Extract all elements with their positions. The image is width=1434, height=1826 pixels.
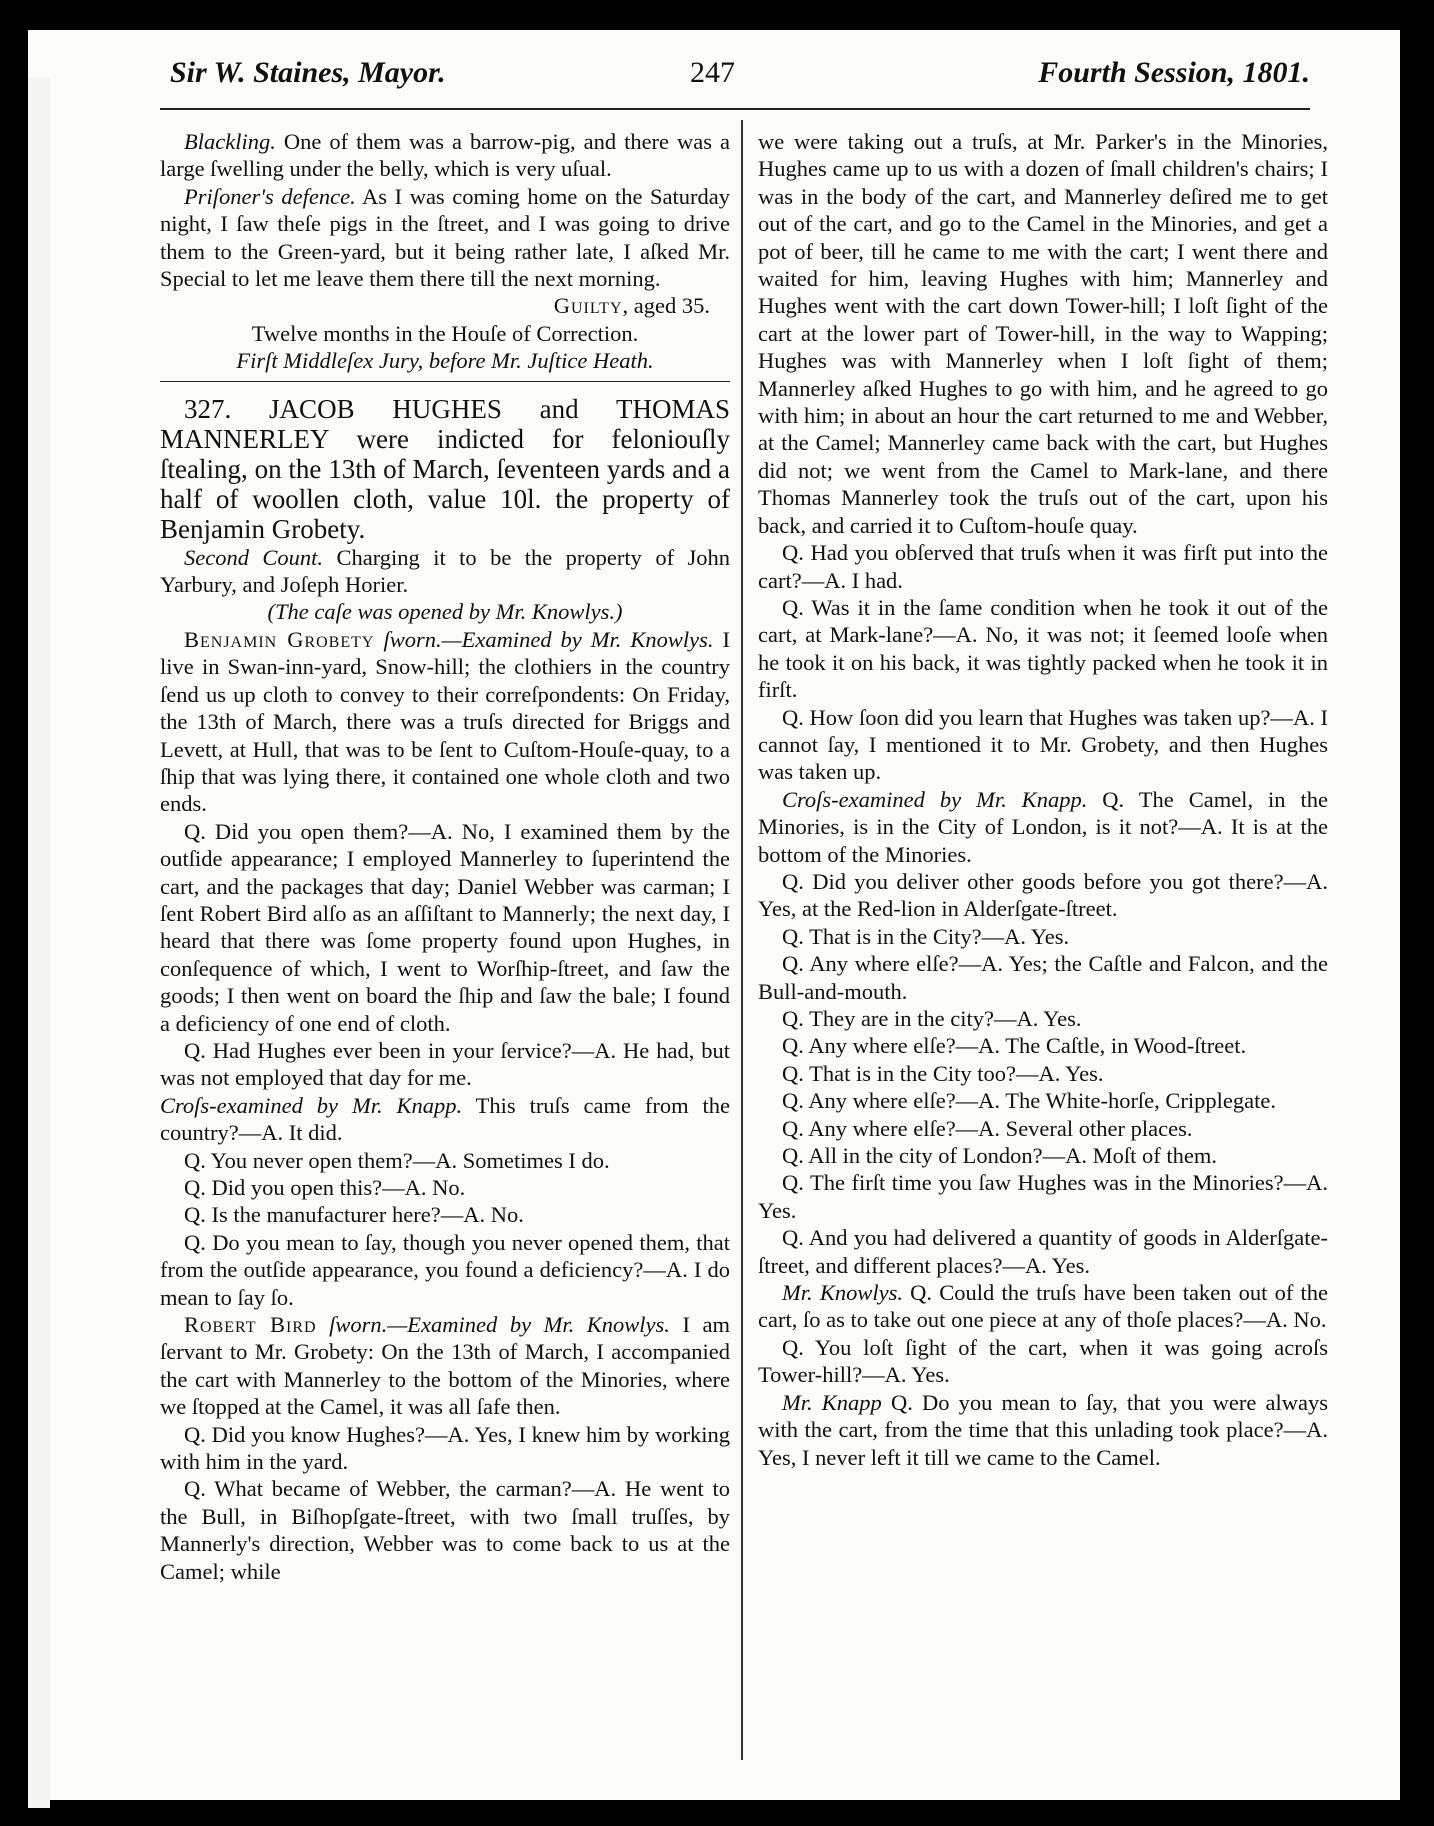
text-paragraph xyxy=(758,1032,1328,1059)
section-rule xyxy=(160,381,730,382)
text-paragraph xyxy=(160,347,730,374)
text-run: Q. Any where elſe?—A. Yes; the Caſtle and Falcon, and the Bull-and-mouth. xyxy=(758,951,1328,1004)
text-run: Q. Did you open them?—A. No, I examined them by the outſide appearance; I employed Mannerley to ſuperintend the cart, and the packages that day; Daniel Webber was carman; I ſent Robert Bird alſo as an aſſiſtant to Mannerly; the next day, I heard that there was ſome property found upon Hughes, in conſequence of which, I went to Worſhip-ſtreet, and ſaw the goods; I then went on board the ſhip and ſaw the bale; I found a deficiency of one end of cloth. xyxy=(160,818,730,1036)
text-paragraph xyxy=(758,950,1328,1005)
italic-text: (The caſe was opened by Mr. Knowlys.) xyxy=(267,599,623,625)
text-paragraph xyxy=(758,1279,1328,1334)
text-paragraph xyxy=(160,1037,730,1092)
italic-text: ſworn.—Examined by Mr. Knowlys. xyxy=(316,1312,670,1338)
text-run: Charging it to be the property of John Yarbury, and Joſeph Horier. xyxy=(160,544,731,598)
text-paragraph xyxy=(758,539,1328,594)
text-run: One of them was a barrow-pig, and there was a large ſwelling under the belly, which is very uſual. xyxy=(160,129,730,182)
text-paragraph xyxy=(160,1092,730,1147)
text-run: we were taking out a truſs, at Mr. Parker's in the Minories, Hughes came up to us with a dozen of ſmall children's chairs; I was in the body of the cart, and Mannerley deſired me to get out of the cart, and go to the Camel in the Minories, and get a pot of beer, till he came to me with the cart; I went there and waited for him, leaving Hughes with him; Mannerley and Hughes went with the cart down Tower-hill; I loſt ſight of the cart at the lower part of Tower-hill, in the way to Wapping; Hughes was with Mannerley when I loſt ſight of them; Mannerley aſked Hughes to go with him, and he agreed to go with him; in about an hour the cart returned to me and Webber, at the Camel; Mannerley came back with the cart, but Hughes did not; we went from the Camel to Mark-lane, and there Thomas Mannerley took the truſs out of the cart, upon his back, and carried it to Cuſtom-houſe quay. xyxy=(758,129,1328,538)
text-paragraph xyxy=(160,320,730,347)
text-paragraph xyxy=(160,292,730,319)
text-run: Q. Did you know Hughes?—A. Yes, I knew him by working with him in the yard. xyxy=(160,1421,730,1475)
small-caps-name: Benjamin Grobety xyxy=(184,626,375,652)
text-paragraph xyxy=(160,1147,730,1174)
text-paragraph xyxy=(160,626,730,818)
text-run: This truſs came from the country?—A. It did. xyxy=(160,1092,731,1146)
italic-text: Mr. Knapp xyxy=(782,1389,882,1415)
text-paragraph xyxy=(758,1005,1328,1032)
header-mayor: Sir W. Staines, Mayor. xyxy=(170,56,446,89)
text-run: Q. Did you open this?—A. No. xyxy=(184,1175,466,1200)
text-run: Q. Do you mean to ſay, that you were always with the cart, from the time that this unlading took place?—A. Yes, I never left it till we came to the Camel. xyxy=(758,1389,1328,1470)
text-run: Q. Had Hughes ever been in your ſervice?—A. He had, but was not employed that day for me. xyxy=(160,1037,730,1091)
italic-text: Blackling. xyxy=(184,129,276,154)
text-paragraph xyxy=(160,183,730,293)
text-run: Q. Could the truſs have been taken out of the cart, ſo as to take out one piece at any of thoſe places?—A. No. xyxy=(758,1280,1328,1333)
text-paragraph xyxy=(160,818,730,1037)
text-run: Q. All in the city of London?—A. Moſt of them. xyxy=(782,1143,1217,1169)
facing-page-edge xyxy=(28,78,50,1808)
header-session: Fourth Session, 1801. xyxy=(1038,56,1310,89)
text-run: Q. The firſt time you ſaw Hughes was in the Minories?—A. Yes. xyxy=(758,1170,1328,1223)
text-paragraph xyxy=(758,923,1328,950)
left-column xyxy=(160,128,730,1585)
text-run: Q. How ſoon did you learn that Hughes was taken up?—A. I cannot ſay, I mentioned it to Mr. Grobety, and then Hughes was taken up. xyxy=(758,704,1328,785)
italic-text: Second Count. xyxy=(184,544,324,570)
text-run: As I was coming home on the Saturday night, I ſaw theſe pigs in the ſtreet, and I was going to drive them to the Green-yard, but it being rather late, I aſked Mr. Special to let me leave them there till the next morning. xyxy=(160,183,730,292)
text-run: I live in Swan-inn-yard, Snow-hill; the clothiers in the country ſend us up cloth to convey to their correſpondents: On Friday, the 13th of March, there was a truſs directed for Briggs and Levett, at Hull, that was to be ſent to Cuſtom-Houſe-quay, to a ſhip that was lying there, it contained one whole cloth and two ends. xyxy=(160,626,730,817)
case-title-paragraph xyxy=(160,394,730,544)
text-run: Q. They are in the city?—A. Yes. xyxy=(782,1006,1082,1031)
right-column xyxy=(758,128,1328,1471)
header-rule xyxy=(160,108,1310,110)
text-paragraph xyxy=(758,1169,1328,1224)
text-paragraph xyxy=(160,1201,730,1228)
text-paragraph xyxy=(758,1334,1328,1389)
text-paragraph xyxy=(758,1087,1328,1114)
text-paragraph xyxy=(758,868,1328,923)
text-run: Q. Any where elſe?—A. The White-horſe, Cripplegate. xyxy=(782,1088,1277,1114)
text-run: Twelve months in the Houſe of Correction. xyxy=(251,320,639,346)
text-paragraph xyxy=(758,594,1328,704)
text-paragraph xyxy=(160,1311,730,1421)
text-run: Q. Is the manufacturer here?—A. No. xyxy=(184,1202,524,1228)
text-run: I am ſervant to Mr. Grobety: On the 13th of March, I accompanied the cart with Mannerley to the bottom of the Minories, where we ſtopped at the Camel, it was all ſafe then. xyxy=(160,1312,730,1420)
text-paragraph xyxy=(160,598,730,625)
page-number: 247 xyxy=(690,56,735,89)
text-paragraph xyxy=(160,1174,730,1201)
text-paragraph xyxy=(758,1142,1328,1169)
text-run: Q. You never open them?—A. Sometimes I do. xyxy=(184,1147,610,1173)
text-run: Q. What became of Webber, the carman?—A. He went to the Bull, in Biſhopſgate-ſtreet, with two ſmall truſſes, by Mannerly's direction, Webber was to come back to us at the Camel; while xyxy=(160,1476,730,1584)
text-paragraph xyxy=(758,704,1328,786)
text-run: , aged 35. xyxy=(622,293,710,319)
italic-text: Priſoner's defence. xyxy=(184,183,356,209)
text-run: Q. Did you deliver other goods before you got there?—A. Yes, at the Red-lion in Alderſgate-ſtreet. xyxy=(758,868,1328,922)
text-run: Q. That is in the City?—A. Yes. xyxy=(782,923,1070,949)
text-run: Q. That is in the City too?—A. Yes. xyxy=(782,1060,1104,1086)
italic-text: Croſs-examined by Mr. Knapp. xyxy=(782,786,1088,812)
text-run: Q. Was it in the ſame condition when he took it out of the cart, at Mark-lane?—A. No, it was not; it ſeemed looſe when he took it on his back, it was tightly packed when he took it in firſt. xyxy=(758,594,1328,703)
text-paragraph xyxy=(160,128,730,183)
text-paragraph xyxy=(758,128,1328,539)
italic-text: Croſs-examined by Mr. Knapp. xyxy=(160,1092,463,1118)
text-paragraph xyxy=(758,1060,1328,1087)
running-header xyxy=(140,56,1310,108)
text-run: Q. You loſt ſight of the cart, when it was going acroſs Tower-hill?—A. Yes. xyxy=(758,1334,1328,1388)
text-paragraph xyxy=(758,786,1328,868)
text-run: Q. Any where elſe?—A. Several other places. xyxy=(782,1115,1193,1141)
text-run: 327. JACOB HUGHES and THOMAS MANNERLEY were indicted for feloniouſly ſtealing, on the 13th of March, ſeventeen yards and a half of woollen cloth, value 10l. the property of Benjamin Grobety. xyxy=(160,393,730,544)
text-run: Q. Any where elſe?—A. The Caſtle, in Wood-ſtreet. xyxy=(782,1033,1247,1059)
text-paragraph xyxy=(758,1115,1328,1142)
text-paragraph xyxy=(160,1421,730,1476)
text-run: Q. The Camel, in the Minories, is in the City of London, is it not?—A. It is at the bottom of the Minories. xyxy=(758,786,1329,867)
italic-text: ſworn.—Examined by Mr. Knowlys. xyxy=(374,626,714,652)
text-run: Q. Had you obſerved that truſs when it was firſt put into the cart?—A. I had. xyxy=(758,540,1328,593)
text-paragraph xyxy=(160,1229,730,1311)
italic-text: Firſt Middleſex Jury, before Mr. Juſtice Heath. xyxy=(236,348,654,374)
small-caps-name: Guilty xyxy=(553,293,623,319)
text-run: Q. Do you mean to ſay, though you never opened them, that from the outſide appearance, you found a deficiency?—A. I do mean to ſay ſo. xyxy=(160,1229,730,1310)
column-rule xyxy=(741,120,743,1760)
text-paragraph xyxy=(758,1389,1328,1471)
text-run: Q. And you had delivered a quantity of goods in Alderſgate-ſtreet, and different places?—A. Yes. xyxy=(758,1225,1328,1278)
small-caps-name: Robert Bird xyxy=(184,1312,317,1338)
text-paragraph xyxy=(758,1224,1328,1279)
text-paragraph xyxy=(160,544,730,599)
italic-text: Mr. Knowlys. xyxy=(782,1280,903,1306)
text-paragraph xyxy=(160,1475,730,1585)
